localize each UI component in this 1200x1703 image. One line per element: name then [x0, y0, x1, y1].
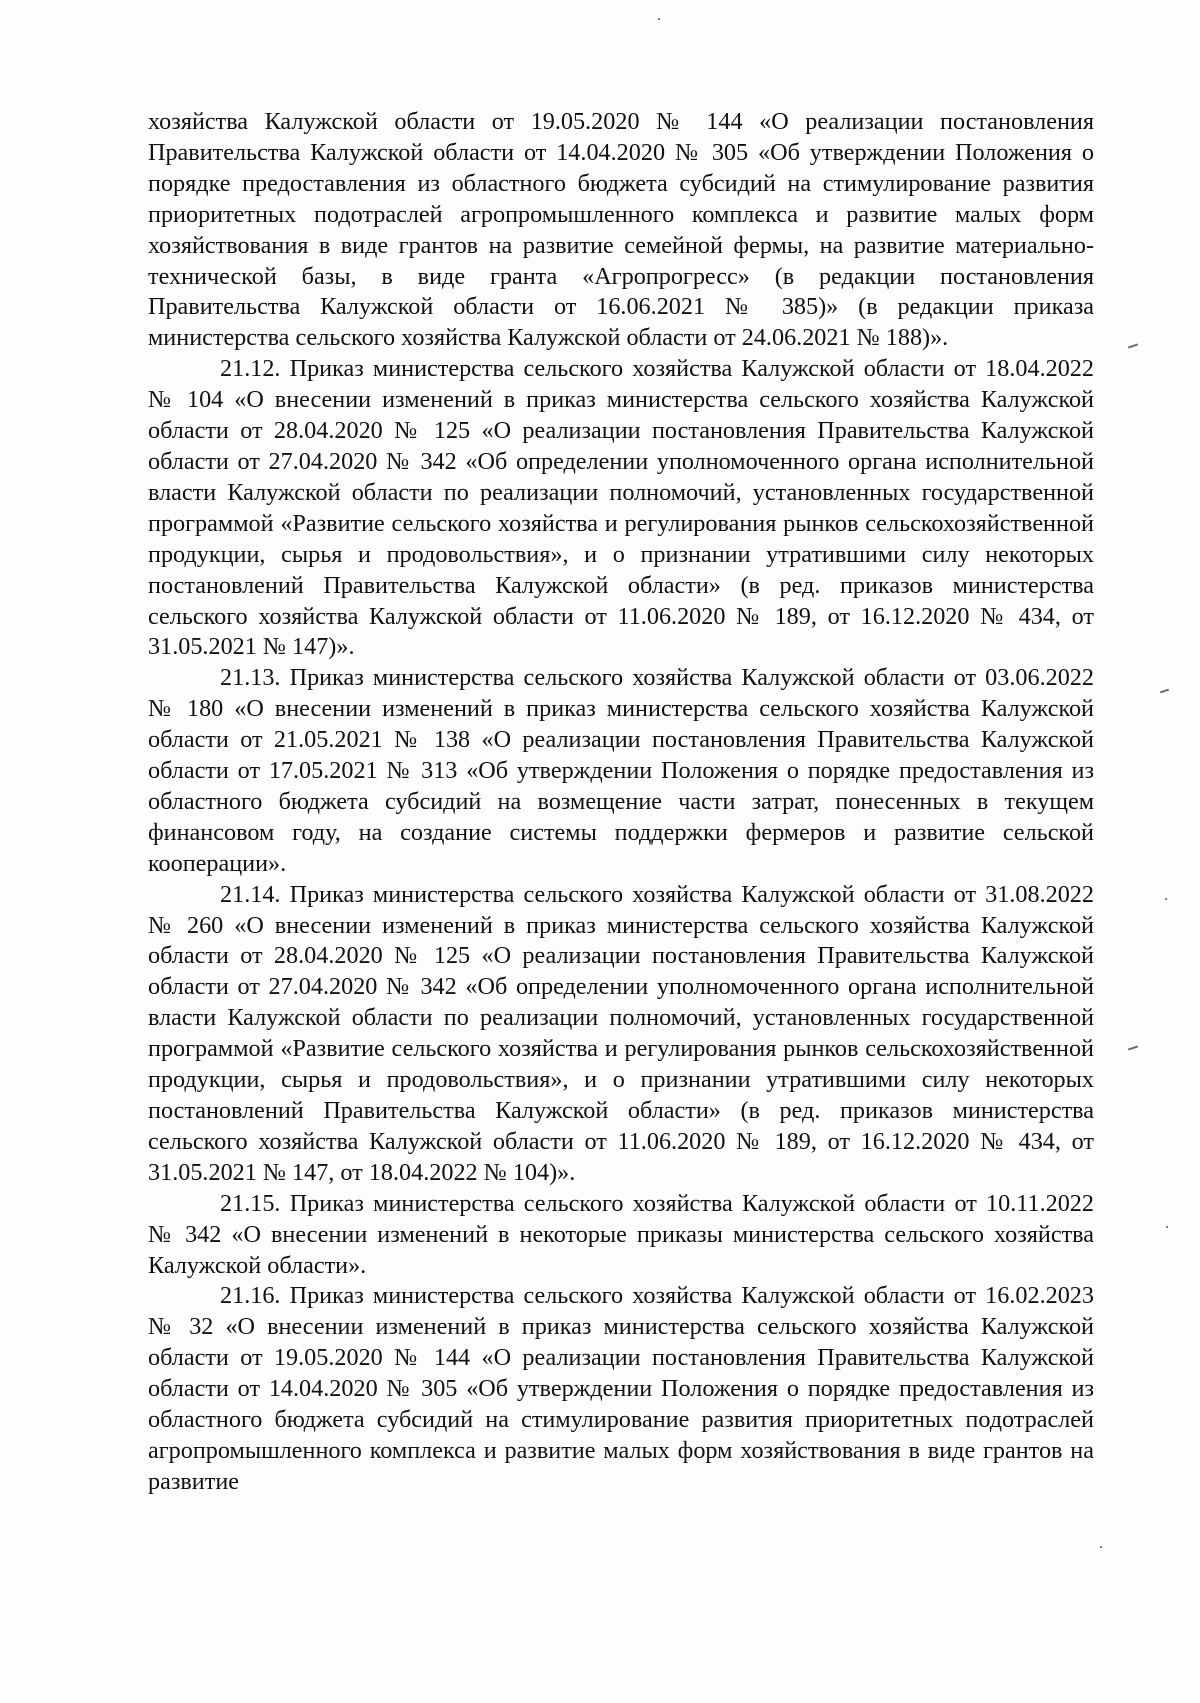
paragraph-21-15: 21.15. Приказ министерства сельского хозяйства Калужской области от 10.11.2022 № 342 «О внесении изменений в некоторые приказы министерства сельского хозяйства Калужской области». — [148, 1189, 1094, 1279]
scan-speck — [1165, 898, 1167, 900]
scan-mark — [1160, 689, 1169, 694]
scan-speck — [658, 18, 660, 20]
document-body — [148, 107, 1094, 1498]
paragraph-21-16: 21.16. Приказ министерства сельского хозяйства Калужской области от 16.02.2023 № 32 «О внесении изменений в приказ министерства сельского хозяйства Калужской области от 19.05.2020 № 144 «О реализации постановления Правительства Калужской области от 14.04.2020 № 305 «Об утверждении Положения о порядке предоставления из областного бюджета субсидий на стимулирование развития приоритетных подотраслей агропромышленного комплекса и развитие малых форм хозяйствования в виде грантов на развитие — [148, 1282, 1094, 1495]
scan-speck — [1166, 1226, 1168, 1228]
paragraph-continuation: хозяйства Калужской области от 19.05.2020 № 144 «О реализации постановления Правительства Калужской области от 14.04.2020 № 305 «Об утверждении Положения о порядке предоставления из областного бюджета субсидий на стимулирование развития приоритетных подотраслей агропромышленного комплекса и развитие малых форм хозяйствования в виде грантов на развитие семейной фермы, на развитие материально-технической базы, в виде гранта «Агропрогресс» (в редакции постановления Правительства Калужской области от 16.06.2021 № 385)» (в редакции приказа министерства сельского хозяйства Калужской области от 24.06.2021 № 188)». — [148, 108, 1094, 352]
scan-speck — [1100, 1546, 1102, 1548]
paragraph-21-14: 21.14. Приказ министерства сельского хозяйства Калужской области от 31.08.2022 № 260 «О внесении изменений в приказ министерства сельского хозяйства Калужской области от 28.04.2020 № 125 «О реализации постановления Правительства Калужской области от 27.04.2020 № 342 «Об определении уполномоченного органа исполнительной власти Калужской области по реализации полномочий, установленных государственной программой «Развитие сельского хозяйства и регулирования рынков сельскохозяйственной продукции, сырья и продовольствия», и о признании утратившими силу некоторых постановлений Правительства Калужской области» (в ред. приказов министерства сельского хозяйства Калужской области от 11.06.2020 № 189, от 16.12.2020 № 434, от 31.05.2021 № 147, от 18.04.2022 № 104)». — [148, 880, 1094, 1186]
scan-mark — [1128, 1046, 1138, 1051]
paragraph-21-13: 21.13. Приказ министерства сельского хозяйства Калужской области от 03.06.2022 № 180 «О внесении изменений в приказ министерства сельского хозяйства Калужской области от 21.05.2021 № 138 «О реализации постановления Правительства Калужской области от 17.05.2021 № 313 «Об утверждении Положения о порядке предоставления из областного бюджета субсидий на возмещение части затрат, понесенных в текущем финансовом году, на создание системы поддержки фермеров и развитие сельской кооперации». — [148, 664, 1094, 877]
paragraph-21-12: 21.12. Приказ министерства сельского хозяйства Калужской области от 18.04.2022 № 104 «О внесении изменений в приказ министерства сельского хозяйства Калужской области от 28.04.2020 № 125 «О реализации постановления Правительства Калужской области от 27.04.2020 № 342 «Об определении уполномоченного органа исполнительной власти Калужской области по реализации полномочий, установленных государственной программой «Развитие сельского хозяйства и регулирования рынков сельскохозяйственной продукции, сырья и продовольствия», и о признании утратившими силу некоторых постановлений Правительства Калужской области» (в ред. приказов министерства сельского хозяйства Калужской области от 11.06.2020 № 189, от 16.12.2020 № 434, от 31.05.2021 № 147)». — [148, 355, 1094, 661]
scan-mark — [1128, 344, 1138, 349]
